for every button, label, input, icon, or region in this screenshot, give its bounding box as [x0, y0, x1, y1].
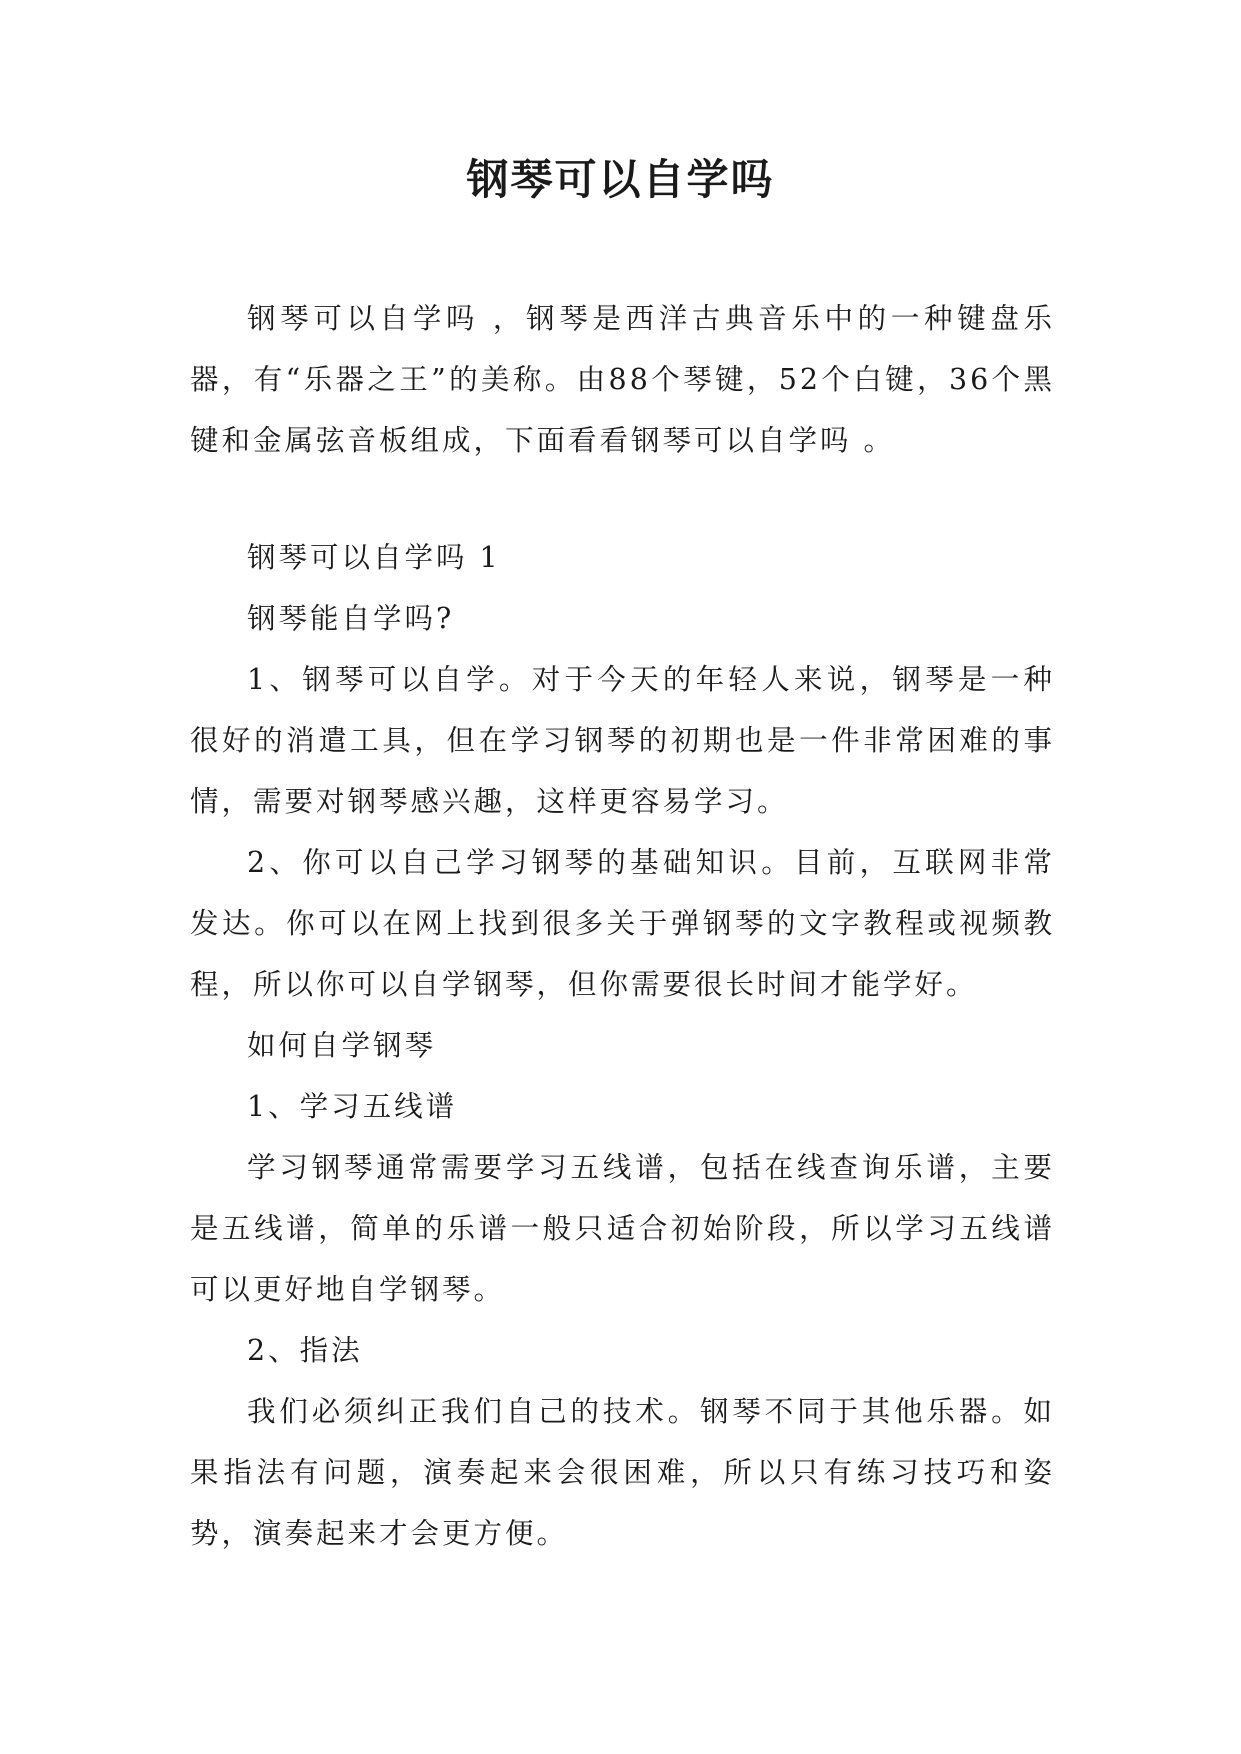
document-title: 钢琴可以自学吗	[466, 155, 775, 204]
intro-paragraph: 钢琴可以自学吗 ，钢琴是西洋古典音乐中的一种键盘乐器，有“乐器之王”的美称。由88个琴键，52个白键，36个黑键和金属弦音板组成，下面看看钢琴可以自学吗 。	[190, 302, 1055, 457]
step-2-paragraph: 我们必须纠正我们自己的技术。钢琴不同于其他乐器。如果指法有问题，演奏起来会很困难，所以只有练习技巧和姿势，演奏起来才会更方便。	[190, 1395, 1055, 1550]
paragraph-gap	[190, 471, 1055, 527]
step-1-paragraph: 学习钢琴通常需要学习五线谱，包括在线查询乐谱，主要是五线谱，简单的乐谱一般只适合初始阶段，所以学习五线谱可以更好地自学钢琴。	[190, 1151, 1055, 1306]
step-1-heading: 1、学习五线谱	[247, 1090, 458, 1123]
section-heading: 钢琴可以自学吗 1	[247, 541, 501, 574]
point-2-paragraph: 2、你可以自己学习钢琴的基础知识。目前，互联网非常发达。你可以在网上找到很多关于弹钢琴的文字教程或视频教程，所以你可以自学钢琴，但你需要很长时间才能学好。	[190, 846, 1055, 1001]
question-paragraph: 钢琴能自学吗?	[247, 602, 455, 635]
how-to-heading: 如何自学钢琴	[247, 1029, 437, 1062]
document-body	[190, 288, 1055, 1564]
step-2-heading: 2、指法	[247, 1334, 363, 1367]
point-1-paragraph: 1、钢琴可以自学。对于今天的年轻人来说，钢琴是一种很好的消遣工具，但在学习钢琴的初期也是一件非常困难的事情，需要对钢琴感兴趣，这样更容易学习。	[190, 663, 1055, 818]
